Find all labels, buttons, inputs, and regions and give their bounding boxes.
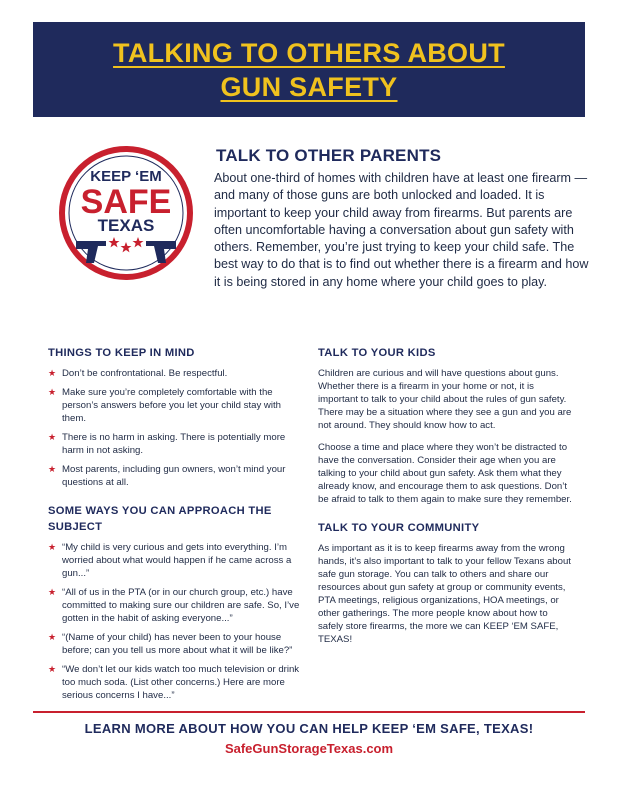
kids-paragraph-1: Children are curious and will have questions about guns. Whether there is a firearm in your home or not, it is important to talk to your child about the rules of gun safety. There may be a situation where they see a gun and you are not around. They should know how to act. xyxy=(318,368,572,431)
star-bullet-icon: ★ xyxy=(48,387,57,397)
star-bullet-icon: ★ xyxy=(48,432,57,442)
logo-text-safe: SAFE xyxy=(80,183,172,221)
list-item: ★ Make sure you’re completely comfortable with the person’s answers before you let your child stay with them. xyxy=(48,387,281,424)
approach-section xyxy=(48,503,304,702)
community-heading: TALK TO YOUR COMMUNITY xyxy=(318,522,480,534)
list-item: ★ There is no harm in asking. There is potentially more harm in not asking. xyxy=(48,432,286,456)
approach-list xyxy=(48,541,304,702)
kids-heading: TALK TO YOUR KIDS xyxy=(318,347,436,359)
footer-divider xyxy=(33,711,585,713)
intro-paragraph: About one-third of homes with children have at least one firearm — and many of those guns are both unlocked and loaded. It is important to keep your child away from firearms. But parents are often uncomfortable having a conversation about gun safety with others. Remember, you’re just trying to keep your child safe. The best way to do that is to find out whether there is a firearm and how it is being stored in any home where your child goes to play. xyxy=(214,171,589,289)
star-bullet-icon: ★ xyxy=(48,368,57,378)
community-paragraph: As important as it is to keep firearms away from the wrong hands, it’s also important to talk to your fellow Texans about safe gun storage. You can talk to others and share our resources about gun safety at group or community events, PTA meetings, religious organizations, HOA meetings, or other gatherings. The more people know about how to safely store firearms, the more we can KEEP ‘EM SAFE, TEXAS! xyxy=(318,543,571,645)
intro-heading: TALK TO OTHER PARENTS xyxy=(216,146,442,165)
kids-paragraph-2: Choose a time and place where they won’t be distracted to have the conversation. Consider their age when you are talking to your child about gun safety. Ask them what they already know, and encourage them to ask questions. Don’t be afraid to talk to them again to make sure they remember. xyxy=(318,442,572,505)
right-column xyxy=(318,345,574,655)
logo-text-texas: TEXAS xyxy=(97,216,155,235)
keep-em-safe-texas-logo xyxy=(58,145,194,281)
left-column xyxy=(48,345,304,708)
approach-heading: SOME WAYS YOU CAN APPROACH THE SUBJECT xyxy=(48,505,272,533)
banner-title-line1: TALKING TO OTHERS ABOUT xyxy=(113,37,505,68)
list-item: ★ “We don’t let our kids watch too much television or drink too much soda. (List other concerns.) Here are more serious concerns I have...” xyxy=(48,664,300,701)
list-item: ★ “(Name of your child) has never been to your house before; can you tell us more about what it will be like?” xyxy=(48,632,293,656)
star-bullet-icon: ★ xyxy=(48,464,57,474)
community-section xyxy=(318,520,574,646)
star-bullet-icon: ★ xyxy=(48,587,57,597)
star-bullet-icon: ★ xyxy=(48,664,57,674)
list-item: ★ Most parents, including gun owners, won’t mind your questions at all. xyxy=(48,464,286,488)
logo-text-keep-em: KEEP ‘EM xyxy=(90,168,162,185)
star-bullet-icon: ★ xyxy=(48,632,57,642)
banner-title-line2: GUN SAFETY xyxy=(220,71,398,102)
keep-in-mind-heading: THINGS TO KEEP IN MIND xyxy=(48,347,195,359)
star-bullet-icon: ★ xyxy=(48,542,57,552)
keep-in-mind-list xyxy=(48,367,304,489)
list-item: ★ Don’t be confrontational. Be respectful. xyxy=(48,368,228,379)
footer-title: LEARN MORE ABOUT HOW YOU CAN HELP KEEP ‘EM SAFE, TEXAS! xyxy=(84,721,534,736)
list-item: ★ “My child is very curious and gets into everything. I’m worried about what would happen if he came across a gun...” xyxy=(48,542,292,579)
list-item: ★ “All of us in the PTA (or in our church group, etc.) have committed to making sure our children are safe. So, I’ve gotten in the habit of asking everyone...” xyxy=(48,587,300,624)
website-link[interactable]: SafeGunStorageTexas.com xyxy=(224,741,394,756)
title-banner xyxy=(33,22,585,117)
